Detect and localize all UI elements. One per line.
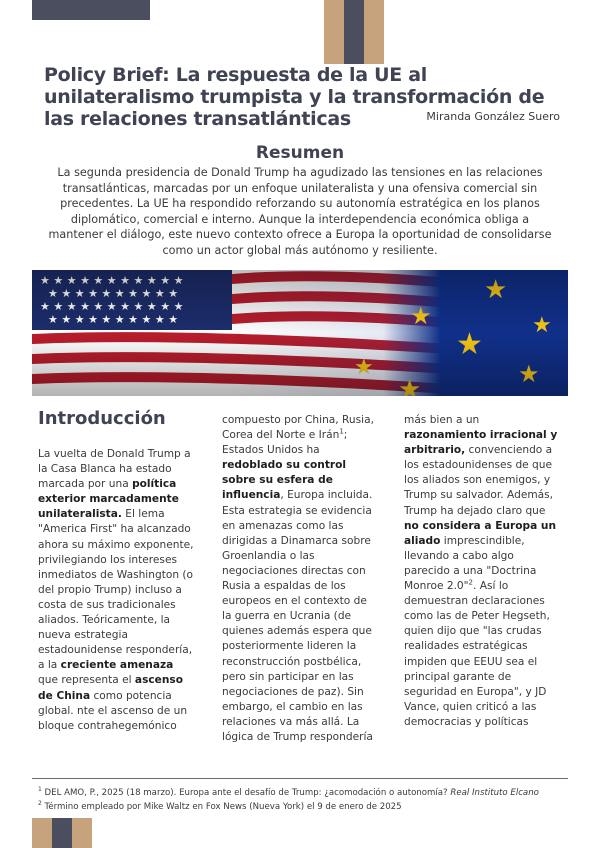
footnote-1: $^1$ DEL AMO, P., 2025 (18 marzo). Europa ante el desafío de Trump: ¿acomodación o autonomía? Real Instituto Elcano	[38, 786, 539, 798]
resumen-text: La segunda presidencia de Donald Trump ha agudizado las tensiones en las relaciones transatlánticas, marcadas por un enfoque unilateralista y una ofensiva comercial sin precedentes. La UE ha respondido reforzando su autonomía estratégica en los planos diplomático, comercial e interno. Aunque la interdependencia económica obliga a mantener el diálogo, este nuevo contexto ofrece a Europa la oportunidad de consolidarse como un actor global más autónomo y resiliente.	[48, 166, 552, 257]
footnote-2: $^2$ Término empleado por Mike Waltz en Fox News (Nueva York) el 9 de enero de 2025	[38, 800, 402, 812]
bottom-stripe-tan-2	[72, 818, 92, 848]
footnote-divider	[32, 778, 568, 779]
top-left-accent-block	[32, 0, 150, 20]
footnote-source: Real Instituto Elcano	[450, 787, 539, 798]
flags-illustration	[32, 270, 568, 396]
document-title: Policy Brief: La respuesta de la UE al unilateralismo trumpista y la transformación de las relaciones transatlánticas	[44, 64, 545, 130]
top-stripe-tan-1	[324, 0, 344, 64]
author-name: Miranda González Suero	[426, 110, 560, 123]
footnote-ref-1[interactable]: 1	[339, 427, 344, 436]
us-eu-flags-banner	[32, 270, 568, 396]
top-stripe-tan-2	[364, 0, 384, 64]
introduccion-heading: Introducción	[38, 408, 166, 429]
bottom-stripe-tan-1	[32, 818, 52, 848]
intro-column-2: compuesto por China, Rusia, Corea del Norte e Irán$^1$; Estados Unidos ha redoblado su control sobre su esfera de influencia, Europa incluida. Esta estrategia se evidencia en amenazas como las dirigidas a Dinamarca sobre Groenlandia o las negociaciones directas con Rusia a espaldas de los europeos en el contexto de la guerra en Ucrania (de quienes además espera que posteriormente lideren la reconstrucción postbélica, pero sin participar en las negociaciones de paz). Sin embargo, el cambio en las relaciones va más allá. La lógica de Trump respondería	[222, 414, 374, 743]
top-stripe-grey	[344, 0, 364, 64]
bottom-stripe-grey	[52, 818, 72, 848]
intro-column-3: más bien a un razonamiento irracional y arbitrario, convenciendo a los estadounidenses de que los aliados son enemigos, y Trump su salvador. Además, Trump ha dejado claro que no considera a Europa un aliado imprescindible, llevando a cabo algo parecido a una "Doctrina Monroe 2.0"$^2$. Así lo demuestran declaraciones como las de Peter Hegseth, quien dijo que "las crudas realidades estratégicas impiden que EEUU sea el principal garante de seguridad en Europa", y JD Vance, quien criticó a las democracias y políticas	[404, 414, 558, 728]
intro-column-1: La vuelta de Donald Trump a la Casa Blanca ha estado marcada por una política exterior marcadamente unilateralista. El lema "America First" ha alcanzado ahora su máximo exponente, privilegiando los intereses inmediatos de Washington (o del propio Trump) incluso a costa de sus tradicionales aliados. Teóricamente, la nueva estrategia estadounidense respondería, a la creciente amenaza que representa el ascenso de China como potencia global. nte el ascenso de un bloque contrahegemónico	[38, 448, 194, 732]
footnote-ref-2[interactable]: 2	[468, 578, 474, 587]
resumen-heading: Resumen	[255, 143, 345, 163]
